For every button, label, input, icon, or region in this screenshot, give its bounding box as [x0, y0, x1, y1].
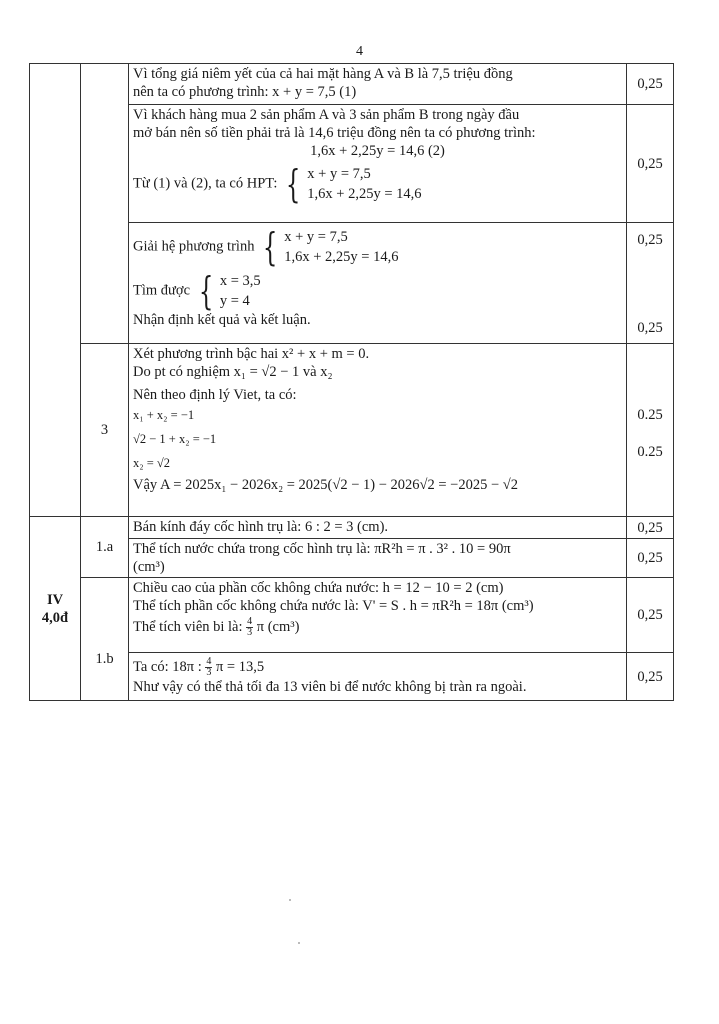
- page-number: 4: [356, 44, 363, 59]
- table-row: [30, 344, 674, 517]
- solution-line: x = 3,5: [219, 273, 261, 289]
- text-line: Do pt có nghiệm x₁ = √2 − 1 và x₂: [133, 364, 333, 380]
- score: 0,25: [637, 320, 663, 336]
- score-cell: [627, 653, 674, 701]
- score-cell: [627, 344, 674, 517]
- score-cell: [627, 517, 674, 539]
- score-cell: [627, 64, 674, 105]
- system-line: x + y = 7,5: [284, 229, 348, 245]
- brace-icon: {: [285, 162, 301, 206]
- fraction-denominator: 3: [247, 627, 253, 638]
- equation-system: [281, 164, 421, 204]
- text-line: Vì tổng giá niêm yết của cả hai mặt hàng A và B là 7,5 triệu đồng: [133, 66, 513, 82]
- score: 0,25: [637, 607, 663, 623]
- math-line: x₂ = √2: [133, 456, 171, 470]
- equation: 1,6x + 2,25y = 14,6 (2): [310, 143, 445, 159]
- table-row: [30, 64, 674, 105]
- fraction: [205, 657, 212, 678]
- hpt-label: Từ (1) và (2), ta có HPT:: [133, 175, 278, 192]
- brace-icon: {: [198, 269, 213, 313]
- math-line: x₁ + x₂ = −1: [133, 408, 195, 422]
- score-cell: [627, 105, 674, 223]
- fraction-denominator: 3: [206, 667, 212, 678]
- score: 0,25: [637, 232, 663, 248]
- section-label: IV: [46, 591, 64, 608]
- text-line: Thể tích phần cốc không chứa nước là: V' = S . h = πR²h = 18π (cm³): [133, 598, 534, 614]
- scan-speck: [298, 942, 300, 944]
- content-cell: [129, 517, 627, 539]
- content-cell: [129, 653, 627, 701]
- content-cell: [129, 105, 627, 223]
- text-line: Bán kính đáy cốc hình trụ là: 6 : 2 = 3 (cm).: [133, 519, 389, 535]
- score-cell: [627, 578, 674, 653]
- brace-icon: {: [262, 225, 278, 269]
- text-line: (cm³): [133, 559, 165, 575]
- fraction: [246, 617, 253, 638]
- text-prefix: Ta có: 18π :: [133, 658, 202, 675]
- text-line: Nên theo định lý Viet, ta có:: [133, 387, 297, 403]
- score: 0.25: [637, 444, 663, 460]
- text-line: Chiều cao của phần cốc không chứa nước: h = 12 − 10 = 2 (cm): [133, 580, 504, 596]
- text-line: Vậy A = 2025x₁ − 2026x₂ = 2025(√2 − 1) − 2026√2 = −2025 − √2: [133, 477, 518, 493]
- score-cell: [627, 223, 674, 344]
- equation-system: [258, 227, 398, 267]
- content-cell: [129, 539, 627, 578]
- score: 0,25: [637, 550, 663, 566]
- text-suffix: π (cm³): [256, 618, 300, 635]
- system-line: 1,6x + 2,25y = 14,6: [307, 186, 422, 202]
- conclusion: Nhận định kết quả và kết luận.: [133, 312, 311, 328]
- content-cell: [129, 344, 627, 517]
- sub-label: 1.b: [95, 650, 114, 667]
- score: 0,25: [637, 76, 663, 92]
- section-points: 4,0đ: [41, 609, 69, 626]
- text-line: mở bán nên số tiền phải trả là 14,6 triệu đồng nên ta có phương trình:: [133, 125, 536, 141]
- sub-label: 3: [100, 422, 109, 438]
- sub-question-cell: [81, 344, 129, 517]
- sub-question-cell: [81, 578, 129, 701]
- table-row: [30, 517, 674, 539]
- sub-label: 1.a: [95, 539, 114, 555]
- text-line: Vì khách hàng mua 2 sản phẩm A và 3 sản phẩm B trong ngày đầu: [133, 107, 520, 123]
- solution-system: [194, 271, 261, 311]
- content-cell: [129, 223, 627, 344]
- content-cell: [129, 64, 627, 105]
- empty-section-cell: [30, 64, 81, 517]
- system-line: x + y = 7,5: [307, 166, 371, 182]
- text-prefix: Thể tích viên bi là:: [133, 618, 243, 635]
- text-suffix: π = 13,5: [215, 658, 265, 675]
- grading-table: [29, 63, 674, 701]
- text-line: nên ta có phương trình: x + y = 7,5 (1): [133, 84, 357, 100]
- system-line: 1,6x + 2,25y = 14,6: [284, 249, 399, 265]
- score: 0.25: [637, 407, 663, 423]
- score: 0,25: [637, 519, 663, 536]
- text-line: Thể tích nước chứa trong cốc hình trụ là: πR²h = π . 3² . 10 = 90π: [133, 541, 511, 557]
- text-line: Xét phương trình bậc hai x² + x + m = 0.: [133, 346, 370, 362]
- table-row: [30, 578, 674, 653]
- math-line: √2 − 1 + x₂ = −1: [133, 432, 217, 446]
- score: 0,25: [637, 155, 663, 172]
- score-cell: [627, 539, 674, 578]
- score: 0,25: [637, 668, 663, 685]
- fraction-numerator: 4: [206, 656, 212, 667]
- scan-speck: [289, 899, 291, 901]
- text-line: Như vậy có thể thả tối đa 13 viên bi để nước không bị tràn ra ngoài.: [133, 679, 527, 695]
- section-cell: [30, 517, 81, 701]
- fraction-numerator: 4: [247, 616, 253, 627]
- solve-label: Giải hệ phương trình: [133, 238, 255, 255]
- found-label: Tìm được: [133, 282, 191, 299]
- empty-sub-cell: [81, 64, 129, 344]
- content-cell: [129, 578, 627, 653]
- sub-question-cell: [81, 517, 129, 578]
- solution-line: y = 4: [219, 293, 250, 309]
